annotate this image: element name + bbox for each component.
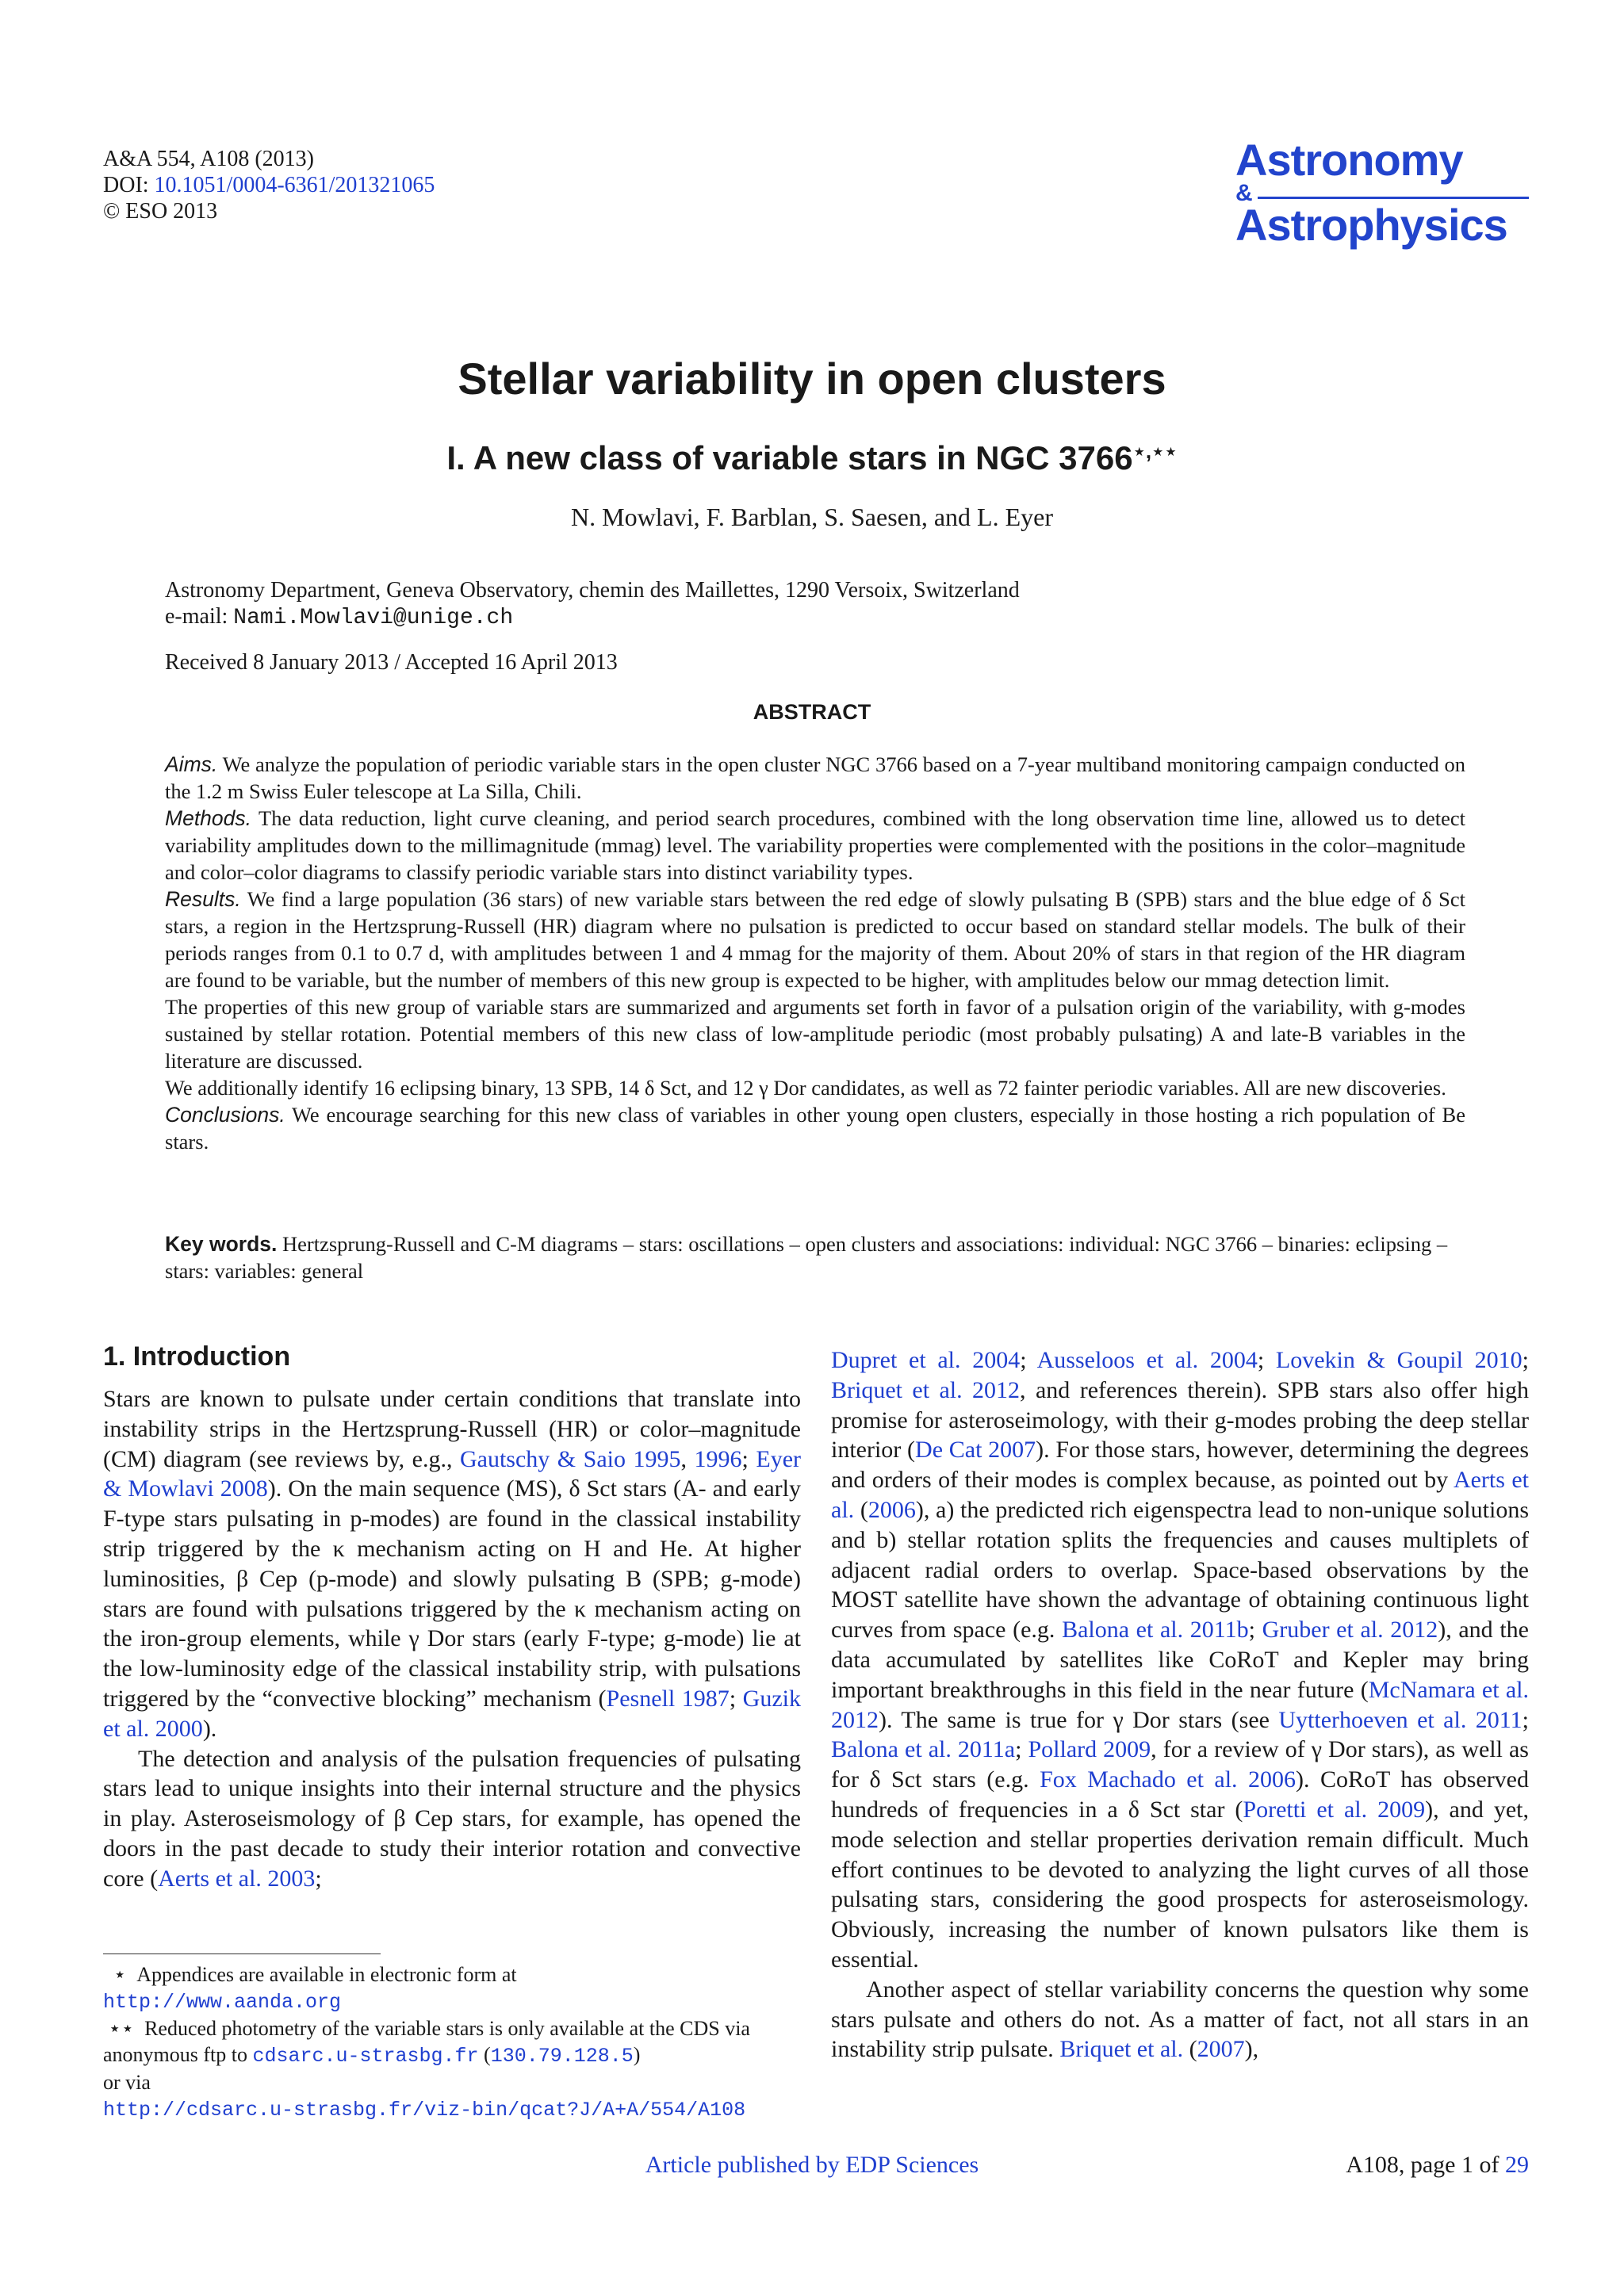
abstract-heading: ABSTRACT [753, 700, 871, 724]
text-run: ; [741, 1445, 756, 1472]
journal-logo-rule [1258, 197, 1529, 199]
citation-link[interactable]: 2006 [868, 1496, 916, 1523]
intro-paragraph-1 [103, 1384, 801, 1744]
text-run: The detection and analysis of the pulsation frequencies of pulsating stars lead to unique insights into their internal structure and the physics in play. Asteroseismology of β Cep stars, for example, has opened the doors in the past decade to study their interior rotation and convective core ( [103, 1745, 801, 1892]
journal-logo-ampersand: & [1235, 180, 1253, 206]
footnote-1 [103, 1961, 817, 1988]
citation-link[interactable]: Fox Machado et al. 2006 [1040, 1766, 1297, 1793]
journal-logo [1229, 136, 1530, 255]
abstract-aims [165, 751, 1465, 805]
citation-link[interactable]: McNamara et al. 2012 [831, 1676, 1529, 1733]
footnote-2-url[interactable]: http://cdsarc.u-strasbg.fr/viz-bin/qcat?J/A+A/554/A108 [103, 2099, 746, 2122]
citation-link[interactable]: Pollard 2009 [1028, 1736, 1151, 1763]
citation-link[interactable]: Aerts et al. [831, 1467, 1529, 1523]
aims-text: We analyze the population of periodic variable stars in the open cluster NGC 3766 based on a 7-year multiband monitoring campaign conducted on the 1.2 m Swiss Euler telescope at La Silla, Chili. [165, 752, 1465, 803]
keywords-label: Key words. [165, 1232, 278, 1256]
page-number-prefix: A108, page 1 of [1346, 2152, 1505, 2178]
text-run: ( [1183, 2036, 1197, 2063]
text-run: ; [1015, 1736, 1028, 1763]
text-run: , [680, 1445, 695, 1472]
citation-link[interactable]: Aerts et al. 2003 [158, 1865, 316, 1892]
abstract-methods [165, 805, 1465, 886]
text-run: ; [729, 1685, 743, 1712]
aims-label: Aims. [165, 752, 218, 776]
citation-link[interactable]: Gruber et al. 2012 [1262, 1617, 1438, 1644]
footnote-1-url[interactable]: http://www.aanda.org [103, 1991, 342, 2014]
conclusions-label: Conclusions. [165, 1103, 285, 1127]
body-column-right [831, 1345, 1529, 2064]
text-run: , for a review of γ Dor stars), as well as for δ Sct stars (e.g. [831, 1736, 1529, 1793]
citation-link[interactable]: Briquet et al. 2012 [831, 1376, 1021, 1403]
citation-link[interactable]: Briquet et al. [1059, 2036, 1184, 2063]
author-list: N. Mowlavi, F. Barblan, S. Saesen, and L. Eyer [571, 503, 1053, 531]
copyright: © ESO 2013 [103, 199, 218, 224]
footnote-1-text: Appendices are available in electronic form at [136, 1963, 517, 1986]
text-run: ). On the main sequence (MS), δ Sct stars (A- and early F-type stars pulsating in p-modes) are found in the classical instability strip triggered by the κ mechanism acting on H and He. At higher luminosities, β Cep (p-mode) and slowly pulsating B (SPB; g-mode) stars are found with pulsations triggered by the κ mechanism acting on the iron-group elements, while γ Dor stars (early F-type; g-mode) lie at the low-luminosity edge of the classical instability strip, with pulsations triggered by the “convective blocking” mechanism ( [103, 1475, 801, 1712]
text-run: ). CoRoT has observed hundreds of frequencies in a δ Sct star ( [831, 1766, 1529, 1823]
journal-logo-line1: Astronomy [1235, 135, 1463, 185]
text-run: ). [202, 1715, 217, 1742]
doi-line [103, 172, 435, 198]
intro-paragraph-2-continued [831, 1345, 1529, 1975]
footnote-2-text: Reduced photometry of the variable stars is only available at the CDS via anonymous ftp to [103, 2017, 750, 2066]
citation-link[interactable]: Poretti et al. 2009 [1243, 1796, 1426, 1823]
text-run: ; [315, 1865, 322, 1892]
citation-link[interactable]: Uytterhoeven et al. 2011 [1278, 1706, 1522, 1733]
citation-link[interactable]: Balona et al. 2011a [831, 1736, 1016, 1763]
keywords [165, 1230, 1465, 1284]
text-run: ), [1244, 2036, 1259, 2063]
doi-link[interactable]: 10.1051/0004-6361/201321065 [154, 173, 435, 197]
text-run: ; [1522, 1706, 1529, 1733]
footnote-marks[interactable]: ⋆,⋆⋆ [1132, 439, 1178, 463]
abstract [165, 751, 1465, 1155]
abstract-results-p2: The properties of this new group of variable stars are summarized and arguments set forth in favor of a pulsation origin of the variability, with g-modes sustained by stellar rotation. Potential members of this new class of low-amplitude periodic (most probably pulsating) A and late-B variables in the literature are discussed. [165, 995, 1465, 1073]
footnote-2-ip[interactable]: 130.79.128.5 [490, 2045, 634, 2068]
footnote-2-or: or via [103, 2071, 151, 2094]
abstract-results [165, 886, 1465, 993]
text-run: ). The same is true for γ Dor stars (see [879, 1706, 1279, 1733]
citation-link[interactable]: Gautschy & Saio 1995 [459, 1445, 681, 1472]
text-run: ), and the data accumulated by satellites like CoRoT and Kepler may bring important breakthroughs in this field in the near future ( [831, 1617, 1529, 1703]
footnote-2: ⋆⋆ Reduced photometry of the variable stars is only available at the CDS via anonymous ftp to cdsarc.u-strasbg.fr (130.79.128.5) [103, 2017, 750, 2068]
email-line [165, 603, 1020, 631]
citation-link[interactable]: Balona et al. 2011b [1062, 1617, 1249, 1644]
footnote-1-mark: ⋆ [113, 1963, 127, 1986]
article-metadata [103, 146, 435, 224]
text-run: ; [1257, 1347, 1276, 1373]
text-run: ), a) the predicted rich eigenspectra lead to non-unique solutions and b) stellar rotation splits the frequencies and causes multiplets of adjacent radial orders to overlap. Space-based observations by the MOST satellite have shown the advantage of obtaining continuous light curves from space (e.g. [831, 1496, 1529, 1644]
page-total-link[interactable]: 29 [1505, 2152, 1529, 2178]
text-run: ; [1522, 1347, 1530, 1373]
text-run: ). For those stars, however, determining the degrees and orders of their modes is complex because, as pointed out by [831, 1437, 1529, 1494]
conclusions-text: We encourage searching for this new class of variables in other young open clusters, especially in those hosting a rich population of Be stars. [165, 1103, 1465, 1154]
citation-link[interactable]: Lovekin & Goupil 2010 [1275, 1347, 1522, 1373]
citation-link[interactable]: Ausseloos et al. 2004 [1036, 1347, 1258, 1373]
citation-link[interactable]: Pesnell 1987 [606, 1685, 730, 1712]
footnote-2-url-line [103, 2095, 817, 2123]
body-column-left [103, 1340, 801, 1894]
footnote-2-host[interactable]: cdsarc.u-strasbg.fr [252, 2045, 479, 2068]
abstract-results-p3: We additionally identify 16 eclipsing binary, 13 SPB, 14 δ Sct, and 12 γ Dor candidates, as well as 72 fainter periodic variables. All are new discoveries. [165, 1076, 1446, 1100]
paper-subtitle-text: I. A new class of variable stars in NGC 3766 [446, 439, 1133, 476]
page-number [1346, 2152, 1529, 2179]
text-run: ; [1248, 1617, 1262, 1644]
text-run: ( [854, 1496, 868, 1523]
citation-link[interactable]: 2007 [1197, 2036, 1245, 2063]
text-run: , and references therein). SPB stars also offer high promise for asteroseimology, with their g-modes probing the deep stellar interior ( [831, 1376, 1529, 1464]
doi-label: DOI: [103, 173, 149, 197]
citation-link[interactable]: Dupret et al. 2004 [831, 1347, 1021, 1373]
publisher-link[interactable]: Article published by EDP Sciences [645, 2152, 979, 2178]
results-label: Results. [165, 887, 241, 911]
citation-link[interactable]: 1996 [694, 1445, 742, 1472]
keywords-text: Hertzsprung-Russell and C-M diagrams – stars: oscillations – open clusters and associations: individual: NGC 3766 – binaries: eclipsing – stars: variables: general [165, 1232, 1448, 1283]
intro-paragraph-2 [103, 1744, 801, 1894]
text-run: Stars are known to pulsate under certain conditions that translate into instability strips in the Hertzsprung-Russell (HR) or color–magnitude (CM) diagram (see reviews by, e.g., [103, 1386, 801, 1472]
section-heading: 1. Introduction [103, 1341, 291, 1372]
citation-link[interactable]: Guzik et al. 2000 [103, 1685, 801, 1742]
citation-link[interactable]: De Cat 2007 [915, 1437, 1036, 1464]
text-run: ; [1020, 1347, 1037, 1373]
affiliation: Astronomy Department, Geneva Observatory, chemin des Maillettes, 1290 Versoix, Switzerland [165, 578, 1020, 603]
footnote-1-url-line [103, 1988, 817, 2015]
email-label: e-mail: [165, 604, 228, 629]
text-run: Another aspect of stellar variability concerns the question why some stars pulsate and others do not. As a matter of fact, not all stars in an instability strip pulsate. [831, 1976, 1529, 2063]
footnotes [103, 1961, 817, 2123]
methods-text: The data reduction, light curve cleaning, and period search procedures, combined with the long observation time line, allowed us to detect variability amplitudes down to the millimagnitude (mmag) level. The variability properties were complemented with the positions in the color–magnitude and color–color diagrams to classify periodic variable stars into distinct variability types. [165, 806, 1465, 884]
text-run: ), and yet, mode selection and stellar properties derivation remain difficult. Much effort continues to be devoted to analyzing the light curves of all those pulsating stars, considering the good prospects for asteroseismology. Obviously, increasing the number of known pulsators like them is essential. [831, 1796, 1529, 1973]
email-address[interactable]: Nami.Mowlavi@unige.ch [233, 606, 514, 630]
footnote-2-mark: ⋆⋆ [108, 2017, 135, 2040]
journal-logo-line2: Astrophysics [1235, 200, 1507, 250]
paper-subtitle [0, 431, 1624, 478]
received-dates: Received 8 January 2013 / Accepted 16 April 2013 [165, 650, 618, 675]
paper-title: Stellar variability in open clusters [458, 354, 1166, 404]
abstract-conclusions [165, 1101, 1465, 1155]
citation: A&A 554, A108 (2013) [103, 147, 314, 171]
affiliation-block [165, 577, 1020, 631]
intro-paragraph-3 [831, 1975, 1529, 2064]
results-text: We find a large population (36 stars) of new variable stars between the red edge of slowly pulsating B (SPB) stars and the blue edge of δ Sct stars, a region in the Hertzsprung-Russell (HR) diagram where no pulsation is predicted to occur based on standard stellar models. The bulk of their periods ranges from 0.1 to 0.7 d, with amplitudes between 1 and 4 mmag for the majority of them. About 20% of stars in that region of the HR diagram are found to be variable, but the number of members of this new group is expected to be higher, with amplitudes below our mmag detection limit. [165, 887, 1465, 992]
methods-label: Methods. [165, 806, 252, 830]
citation-link[interactable]: Eyer & Mowlavi 2008 [103, 1445, 802, 1502]
